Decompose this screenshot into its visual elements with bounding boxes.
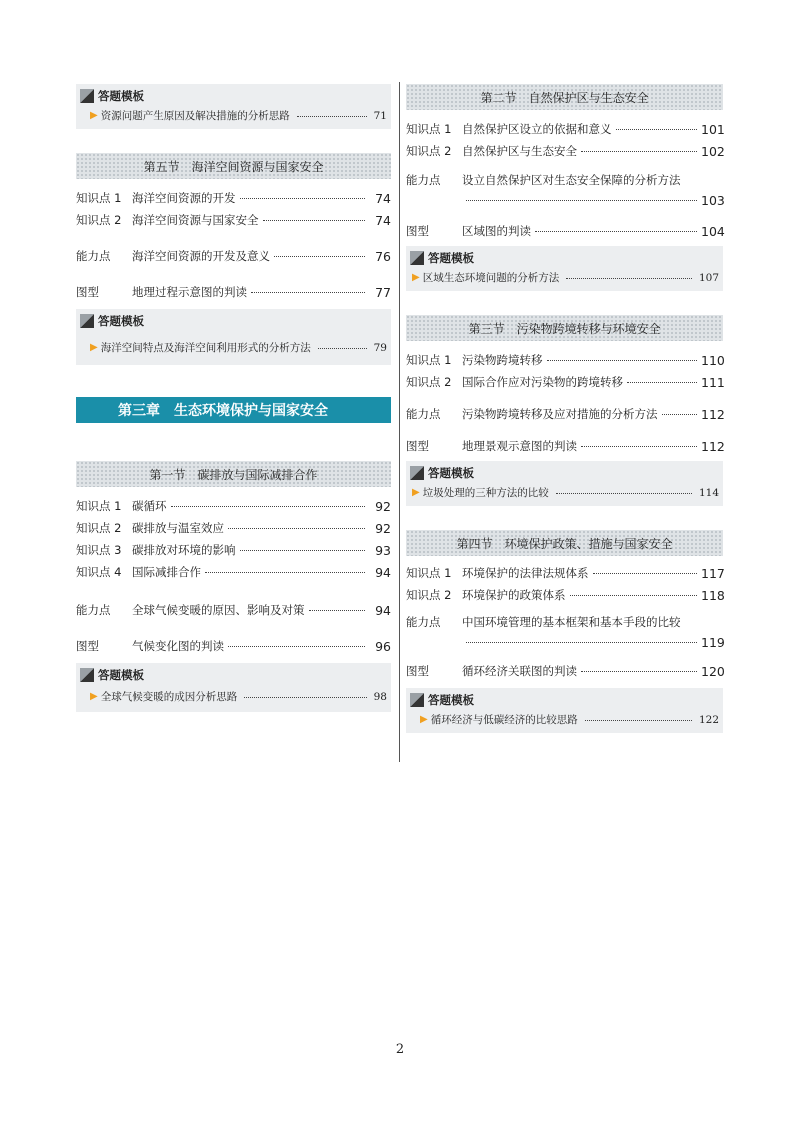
- leader-dots: [466, 199, 697, 201]
- entry-label: 知识点 1: [406, 122, 452, 136]
- answer-template-item[interactable]: [80, 340, 387, 355]
- page-number-ref: 102: [701, 143, 725, 159]
- entry-label: 能力点: [76, 249, 111, 263]
- leader-dots: [570, 594, 698, 596]
- entry-title: 区域图的判读: [462, 224, 531, 238]
- page-number-ref: 94: [375, 602, 391, 618]
- entry-label: 图型: [406, 664, 429, 678]
- answer-template-header: [410, 249, 719, 267]
- answer-template-item-title: 海洋空间特点及海洋空间利用形式的分析方法: [100, 342, 311, 354]
- entry-label: 知识点 4: [76, 565, 122, 579]
- toc-entry[interactable]: [406, 584, 723, 606]
- leader-dots: [585, 719, 692, 721]
- entry-title: 污染物跨境转移: [462, 353, 543, 367]
- leader-dots: [274, 255, 365, 257]
- page-number-ref: 111: [701, 374, 725, 390]
- section-header: 第三节 污染物跨境转移与环境安全: [406, 315, 723, 341]
- answer-template-box: [76, 663, 391, 712]
- toc-entry[interactable]: [76, 495, 391, 517]
- page-ref: 98: [373, 690, 387, 703]
- toc-entry[interactable]: [406, 118, 723, 140]
- page-number: 2: [395, 1042, 405, 1057]
- leader-dots: [627, 381, 697, 383]
- leader-dots: [556, 492, 692, 494]
- toc-entry[interactable]: [406, 170, 723, 210]
- answer-template-item-title: 全球气候变暖的成因分析思路: [100, 691, 238, 703]
- entry-title: 地理景观示意图的判读: [462, 439, 577, 453]
- answer-template-title: 答题模板: [98, 668, 144, 682]
- entry-label: 知识点 1: [76, 499, 122, 513]
- leader-dots: [297, 115, 367, 117]
- entry-label: 图型: [76, 285, 99, 299]
- toc-entry[interactable]: [76, 517, 391, 539]
- leader-dots: [228, 527, 365, 529]
- page-number-ref: 112: [701, 438, 725, 454]
- page-number-ref: 101: [701, 121, 725, 137]
- leader-dots: [581, 670, 697, 672]
- entry-title: 自然保护区设立的依据和意义: [462, 122, 612, 136]
- answer-template-title: 答题模板: [98, 89, 144, 103]
- toc-entry[interactable]: [406, 403, 723, 425]
- toc-entry[interactable]: [76, 635, 391, 657]
- entry-label: 知识点 2: [76, 213, 122, 227]
- leader-dots: [581, 150, 697, 152]
- toc-entry[interactable]: [76, 245, 391, 267]
- right-column: [406, 84, 723, 733]
- entry-label: 能力点: [406, 173, 441, 187]
- play-arrow-icon: ▶: [412, 487, 420, 498]
- answer-template-header: [410, 691, 719, 709]
- triangle-corner-icon: [80, 668, 94, 682]
- page-number-ref: 104: [701, 223, 725, 239]
- entry-label: 知识点 1: [406, 353, 452, 367]
- leader-dots: [662, 413, 698, 415]
- section-header: 第一节 碳排放与国际减排合作: [76, 461, 391, 487]
- entry-label: 知识点 2: [406, 375, 452, 389]
- entry-label: 知识点 2: [406, 588, 452, 602]
- entry-label: 知识点 1: [406, 566, 452, 580]
- page-number-ref: 77: [375, 284, 391, 300]
- page-number-ref: 94: [375, 564, 391, 580]
- leader-dots: [309, 609, 366, 611]
- leader-dots: [318, 347, 367, 349]
- answer-template-title: 答题模板: [98, 314, 144, 328]
- entry-label: 能力点: [406, 615, 441, 629]
- page-number-ref: 110: [701, 352, 725, 368]
- toc-entry[interactable]: [406, 140, 723, 162]
- page-number-ref: 120: [701, 663, 725, 679]
- play-arrow-icon: ▶: [90, 691, 98, 702]
- page-ref: 107: [698, 271, 719, 284]
- leader-dots: [581, 445, 697, 447]
- page-number-ref: 119: [701, 634, 725, 650]
- entry-title: 设立自然保护区对生态安全保障的分析方法: [462, 173, 681, 187]
- leader-dots: [251, 291, 365, 293]
- triangle-corner-icon: [80, 89, 94, 103]
- toc-entry[interactable]: [406, 660, 723, 682]
- page-number-ref: 93: [375, 542, 391, 558]
- answer-template-item[interactable]: [80, 689, 387, 704]
- play-arrow-icon: ▶: [90, 110, 98, 121]
- entry-title: 自然保护区与生态安全: [462, 144, 577, 158]
- play-arrow-icon: ▶: [90, 342, 98, 353]
- leader-dots: [263, 219, 366, 221]
- entry-label: 图型: [76, 639, 99, 653]
- page-number-ref: 74: [375, 190, 391, 206]
- entry-title: 全球气候变暖的原因、影响及对策: [132, 603, 305, 617]
- leader-dots: [535, 230, 697, 232]
- answer-template-box: [76, 309, 391, 365]
- answer-template-title: 答题模板: [428, 251, 474, 265]
- entry-label: 图型: [406, 224, 429, 238]
- answer-template-box: [406, 246, 723, 291]
- left-column: [76, 84, 391, 712]
- play-arrow-icon: ▶: [412, 272, 420, 283]
- page-ref: 122: [698, 713, 719, 726]
- section-header: 第二节 自然保护区与生态安全: [406, 84, 723, 110]
- answer-template-item[interactable]: [410, 485, 719, 500]
- entry-label: 知识点 2: [406, 144, 452, 158]
- answer-template-header: [80, 312, 387, 330]
- page-number-ref: 118: [701, 587, 725, 603]
- toc-entry[interactable]: [76, 187, 391, 209]
- section-header: 第五节 海洋空间资源与国家安全: [76, 153, 391, 179]
- page-ref: 114: [698, 486, 719, 499]
- leader-dots: [466, 641, 697, 643]
- leader-dots: [228, 645, 365, 647]
- entry-label: 知识点 1: [76, 191, 122, 205]
- answer-template-header: [80, 666, 387, 684]
- page-number-ref: 92: [375, 520, 391, 536]
- leader-dots: [171, 505, 366, 507]
- toc-entry[interactable]: [406, 612, 723, 652]
- answer-template-item[interactable]: [410, 712, 719, 727]
- page-number-ref: 74: [375, 212, 391, 228]
- leader-dots: [240, 197, 366, 199]
- entry-title: 海洋空间资源的开发: [132, 191, 236, 205]
- leader-dots: [566, 277, 692, 279]
- answer-template-item-title: 循环经济与低碳经济的比较思路: [430, 714, 578, 726]
- entry-title: 海洋空间资源的开发及意义: [132, 249, 270, 263]
- toc-entry[interactable]: [76, 281, 391, 303]
- toc-entry[interactable]: [76, 539, 391, 561]
- toc-entry[interactable]: [406, 220, 723, 242]
- entry-title: 环境保护的政策体系: [462, 588, 566, 602]
- page-number-ref: 96: [375, 638, 391, 654]
- chapter-banner: 第三章 生态环境保护与国家安全: [76, 397, 391, 423]
- leader-dots: [593, 572, 698, 574]
- toc-entry[interactable]: [76, 561, 391, 583]
- answer-template-item-title: 垃圾处理的三种方法的比较: [422, 487, 549, 499]
- answer-template-item-title: 资源问题产生原因及解决措施的分析思路: [100, 110, 290, 122]
- toc-entry[interactable]: [406, 371, 723, 393]
- answer-template-item-title: 区域生态环境问题的分析方法: [422, 272, 560, 284]
- page-number-ref: 112: [701, 406, 725, 422]
- toc-entry[interactable]: [406, 435, 723, 457]
- entry-title: 碳排放对环境的影响: [132, 543, 236, 557]
- entry-title: 海洋空间资源与国家安全: [132, 213, 259, 227]
- answer-template-header: [80, 87, 387, 105]
- entry-label: 知识点 2: [76, 521, 122, 535]
- entry-title: 地理过程示意图的判读: [132, 285, 247, 299]
- answer-template-box: [406, 461, 723, 506]
- triangle-corner-icon: [80, 314, 94, 328]
- entry-title: 碳排放与温室效应: [132, 521, 224, 535]
- entry-title: 国际减排合作: [132, 565, 201, 579]
- toc-entry[interactable]: [76, 209, 391, 231]
- page-ref: 79: [373, 341, 387, 354]
- entry-title: 气候变化图的判读: [132, 639, 224, 653]
- toc-entry[interactable]: [76, 599, 391, 621]
- entry-label: 知识点 3: [76, 543, 122, 557]
- entry-title: 环境保护的法律法规体系: [462, 566, 589, 580]
- entry-label: 能力点: [406, 407, 441, 421]
- toc-entry[interactable]: [406, 349, 723, 371]
- answer-template-box: [406, 688, 723, 733]
- answer-template-box: [76, 84, 391, 129]
- answer-template-title: 答题模板: [428, 693, 474, 707]
- section-header: 第四节 环境保护政策、措施与国家安全: [406, 530, 723, 556]
- triangle-corner-icon: [410, 466, 424, 480]
- page-number-ref: 76: [375, 248, 391, 264]
- page-number-ref: 117: [701, 565, 725, 581]
- play-arrow-icon: ▶: [420, 714, 428, 725]
- leader-dots: [240, 549, 366, 551]
- page-number-ref: 103: [701, 192, 725, 208]
- answer-template-item[interactable]: [410, 270, 719, 285]
- page-number-ref: 92: [375, 498, 391, 514]
- entry-title: 中国环境管理的基本框架和基本手段的比较: [462, 615, 681, 629]
- column-divider: [399, 82, 400, 762]
- triangle-corner-icon: [410, 693, 424, 707]
- entry-title: 碳循环: [132, 499, 167, 513]
- leader-dots: [205, 571, 365, 573]
- leader-dots: [616, 128, 698, 130]
- page-ref: 71: [373, 109, 387, 122]
- entry-label: 能力点: [76, 603, 111, 617]
- entry-title: 循环经济关联图的判读: [462, 664, 577, 678]
- entry-title: 污染物跨境转移及应对措施的分析方法: [462, 407, 658, 421]
- entry-label: 图型: [406, 439, 429, 453]
- answer-template-header: [410, 464, 719, 482]
- entry-title: 国际合作应对污染物的跨境转移: [462, 375, 623, 389]
- answer-template-title: 答题模板: [428, 466, 474, 480]
- leader-dots: [547, 359, 698, 361]
- answer-template-item[interactable]: [80, 108, 387, 123]
- toc-entry[interactable]: [406, 562, 723, 584]
- leader-dots: [244, 696, 366, 698]
- triangle-corner-icon: [410, 251, 424, 265]
